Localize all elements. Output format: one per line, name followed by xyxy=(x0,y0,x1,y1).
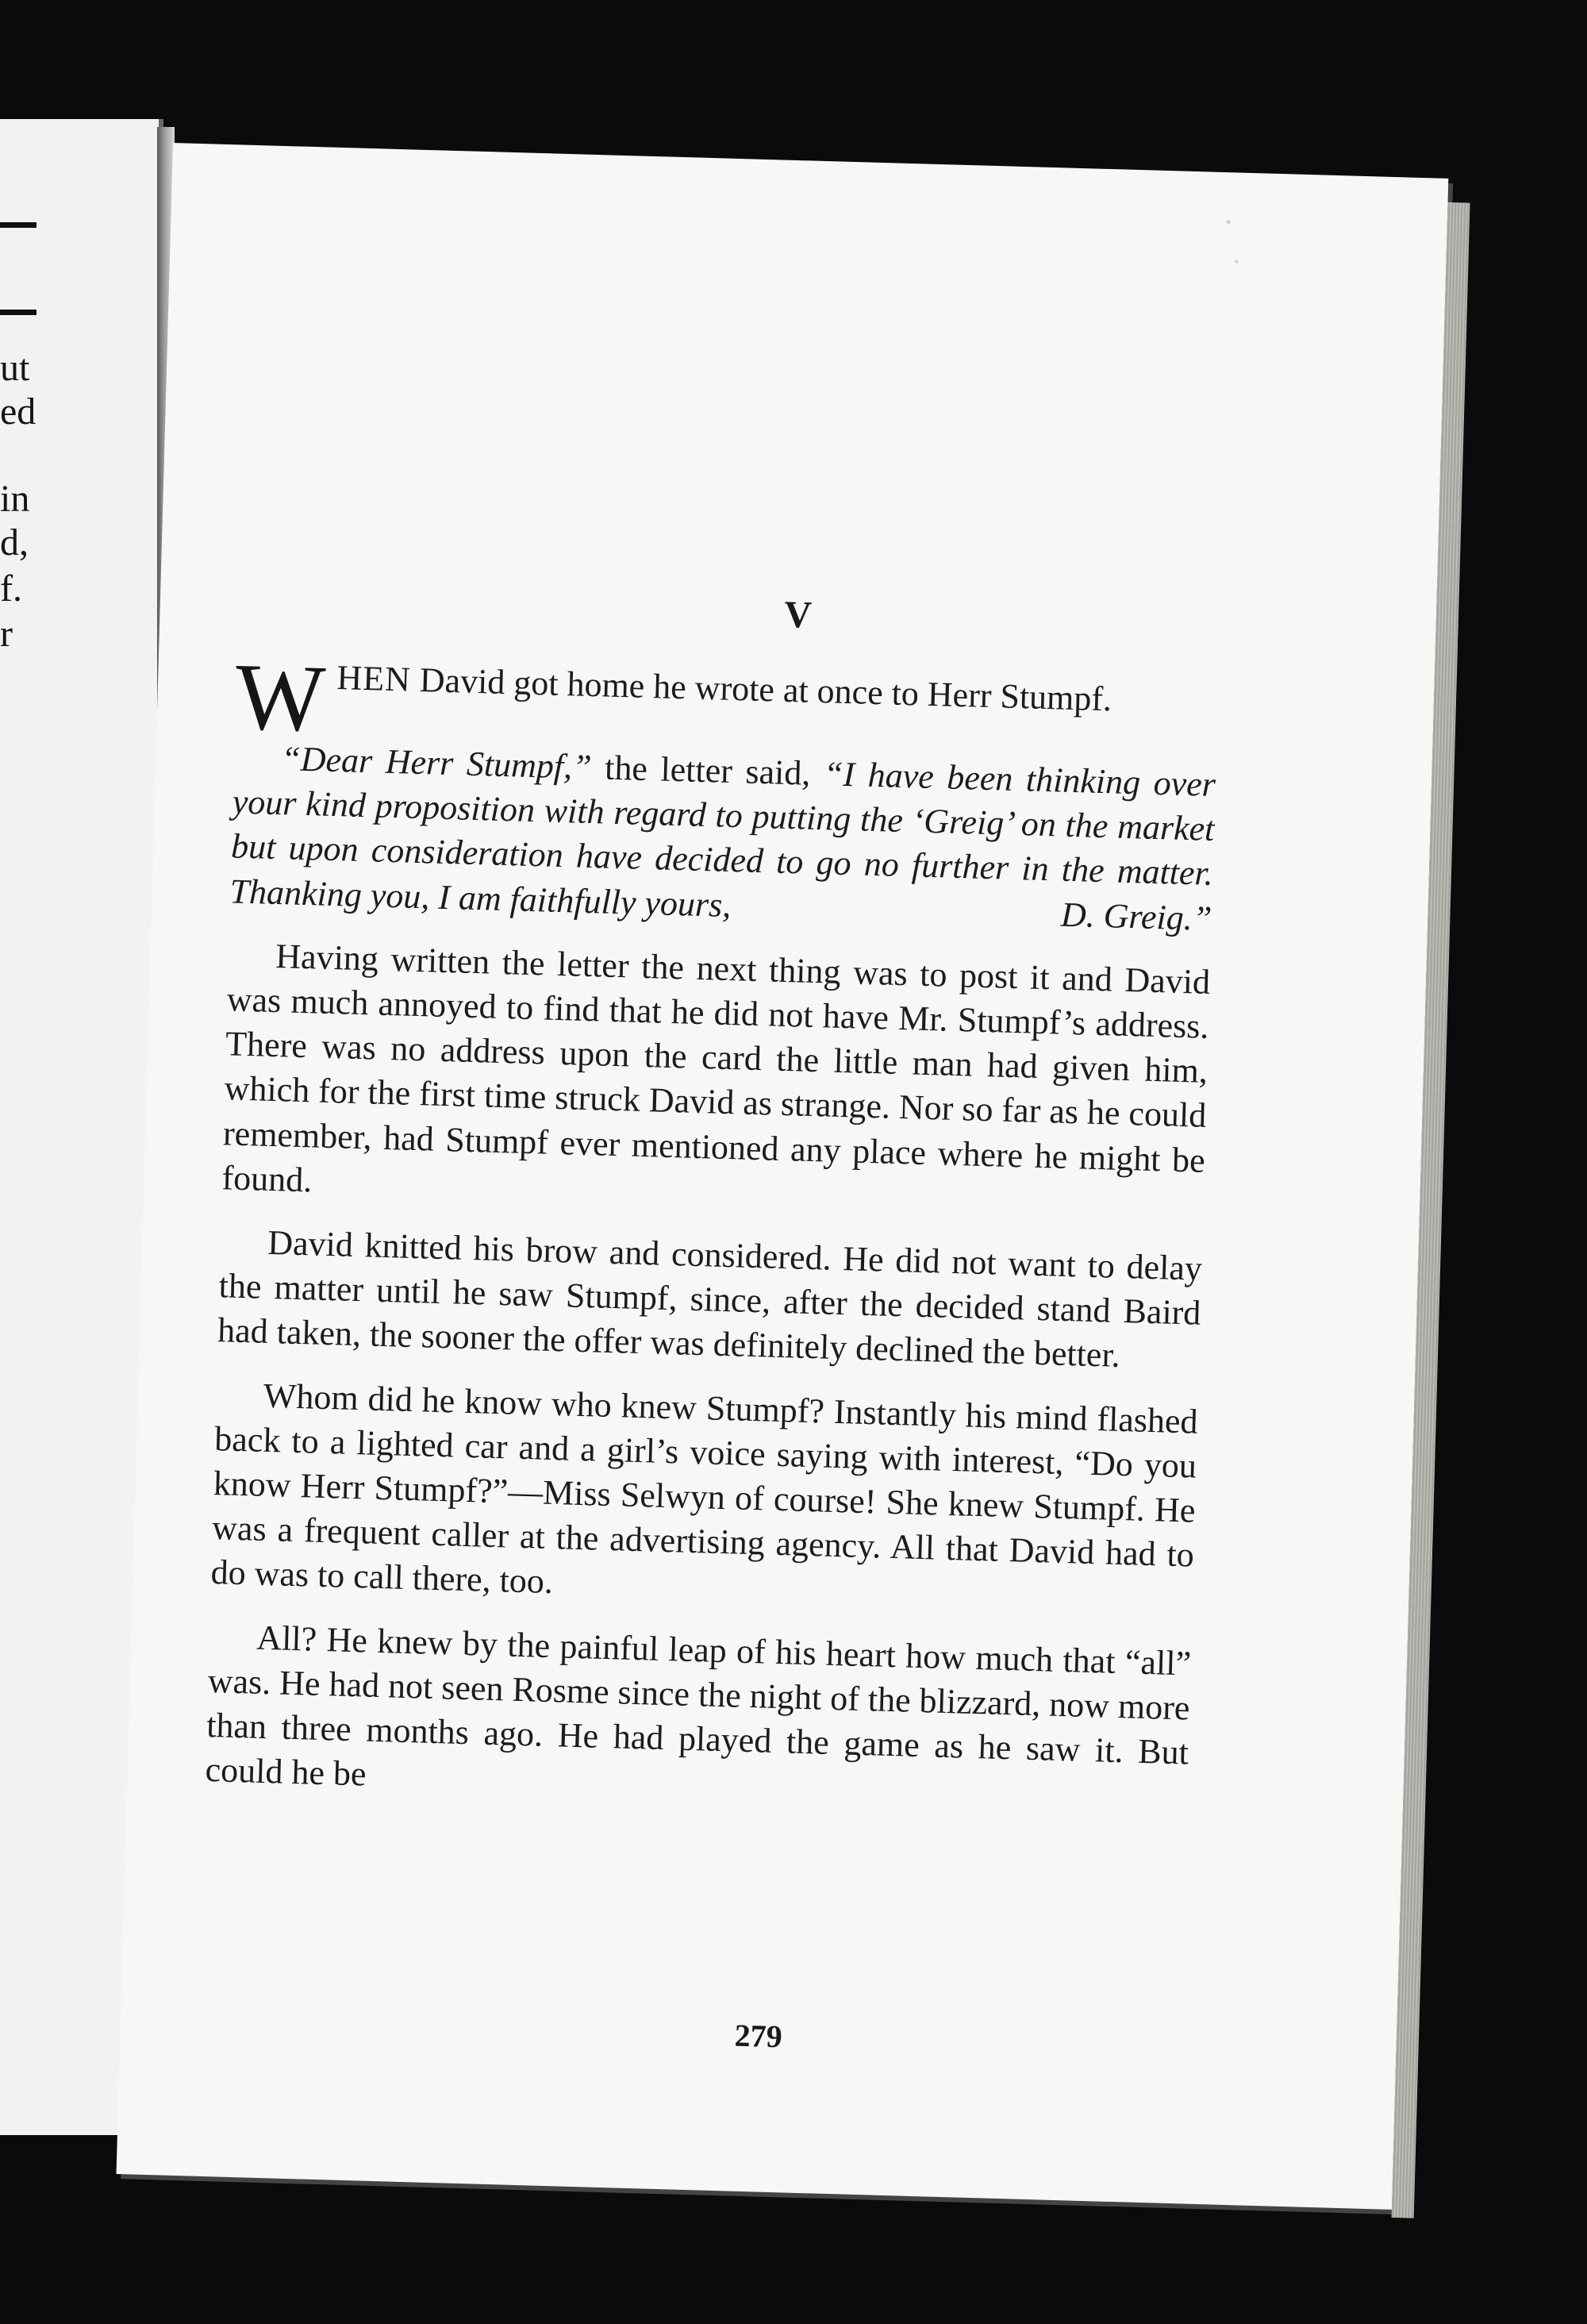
left-page-fragment: in xyxy=(0,478,30,520)
paper-speck xyxy=(1235,260,1238,263)
book-page xyxy=(117,143,1449,2210)
left-page-fragment: ut xyxy=(0,347,30,389)
left-page-fragment: r xyxy=(0,613,13,655)
left-page-fragment: d, xyxy=(0,521,29,564)
left-page-rule-bottom xyxy=(0,310,37,315)
paper-speck xyxy=(1227,220,1231,224)
page-number: 279 xyxy=(734,2017,783,2055)
opening-text: David got home he wrote at once to Herr Stumpf. xyxy=(419,660,1112,719)
drop-cap: W xyxy=(233,643,327,752)
chapter-text xyxy=(204,643,1218,1838)
letter-salutation: “Dear Herr Stumpf,” xyxy=(280,739,593,787)
opening-paragraph xyxy=(233,643,1219,752)
opening-small-caps: HEN xyxy=(336,658,412,699)
left-page-fragment: f. xyxy=(0,568,22,610)
letter-body: “I have been thinking over your kind proposition with regard to putting the ‘Greig’ on the market but upon consideration have decided to go no further in the matter. Thanking you, I am faithfully yours, xyxy=(229,754,1216,925)
body-paragraph: All? He knew by the painful leap of his heart how much that “all” was. He had not seen Rosme since the night of the blizzard, now more than three months ago. He had played the game as he saw it. But could he be xyxy=(205,1618,1192,1794)
body-paragraph: Whom did he know who knew Stumpf? Instantly his mind flashed back to a lighted car and a girl’s voice saying with interest, “Do you know Herr Stumpf?”—Miss Selwyn of course! She knew Stumpf. He was a frequent caller at the advertising agency. All that David had to do was to call there, too. xyxy=(210,1376,1199,1602)
chapter-heading: V xyxy=(783,593,813,637)
body-paragraph: David knitted his brow and considered. He did not want to delay the matter until he saw Stumpf, since, after the decided stand Baird had taken, the sooner the offer was definitely declined the better. xyxy=(217,1222,1203,1376)
left-page-rule-top xyxy=(0,222,37,228)
letter-signature: D. Greig.” xyxy=(1060,895,1212,938)
page-edge xyxy=(1392,202,1470,2218)
left-page-fragment: ed xyxy=(0,391,37,433)
letter-attribution: the letter said, xyxy=(590,748,824,794)
letter-paragraph xyxy=(229,735,1216,941)
body-paragraph: Having written the letter the next thing was to post it and David was much annoyed to find that he did not have Mr. Stumpf’s address. There was no address upon the card the little man had given him, which for the first time struck David as strange. Nor so far as he could remember, had Stumpf ever mentioned any place where he might be found. xyxy=(221,936,1211,1200)
